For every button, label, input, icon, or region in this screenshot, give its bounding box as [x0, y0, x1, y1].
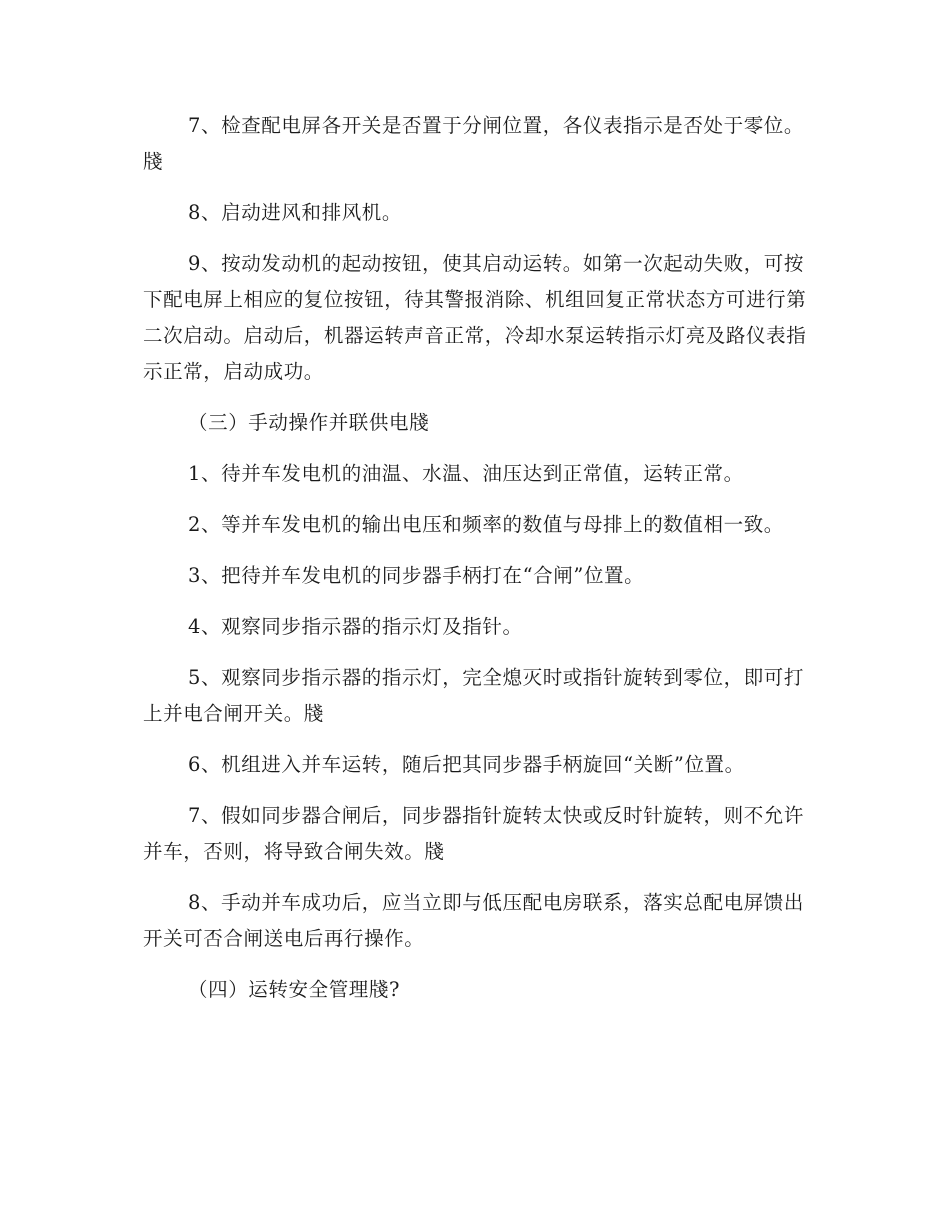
paragraph-parallel-step-3: 3、把待并车发电机的同步器手柄打在“合闸”位置。 [188, 564, 645, 587]
section-heading-manual-parallel: （三）手动操作并联供电牋 [188, 411, 430, 434]
paragraph-parallel-step-8: 8、手动并车成功后，应当立即与低压配电房联系，落实总配电屏馈出开关可否合闸送电后再行操作。 [143, 891, 805, 950]
paragraph-parallel-step-4: 4、观察同步指示器的指示灯及指针。 [188, 615, 523, 638]
paragraph-parallel-step-7: 7、假如同步器合闸后，同步器指针旋转太快或反时针旋转，则不允许并车，否则，将导致合闸失效。牋 [143, 804, 805, 863]
paragraph-step-9-start-engine: 9、按动发动机的起动按钮，使其启动运转。如第一次起动失败，可按下配电屏上相应的复位按钮，待其警报消除、机组回复正常状态方可进行第二次启动。启动后，机器运转声音正常，冷却水泵运转指示灯亮及路仪表指示正常，启动成功。 [143, 252, 807, 383]
paragraph-step-7-check-switches: 7、检查配电屏各开关是否置于分闸位置，各仪表指示是否处于零位。牋 [143, 114, 805, 173]
paragraph-step-8-start-fans: 8、启动进风和排风机。 [188, 201, 403, 224]
paragraph-parallel-step-2: 2、等并车发电机的输出电压和频率的数值与母排上的数值相一致。 [188, 513, 784, 536]
section-heading-safety-management: （四）运转安全管理牋? [188, 978, 401, 1001]
paragraph-parallel-step-5: 5、观察同步指示器的指示灯，完全熄灭时或指针旋转到零位，即可打上并电合闸开关。牋 [143, 666, 805, 725]
paragraph-parallel-step-1: 1、待并车发电机的油温、水温、油压达到正常值，运转正常。 [188, 462, 744, 485]
paragraph-parallel-step-6: 6、机组进入并车运转，随后把其同步器手柄旋回“关断”位置。 [188, 753, 745, 776]
document-body [143, 108, 808, 1023]
